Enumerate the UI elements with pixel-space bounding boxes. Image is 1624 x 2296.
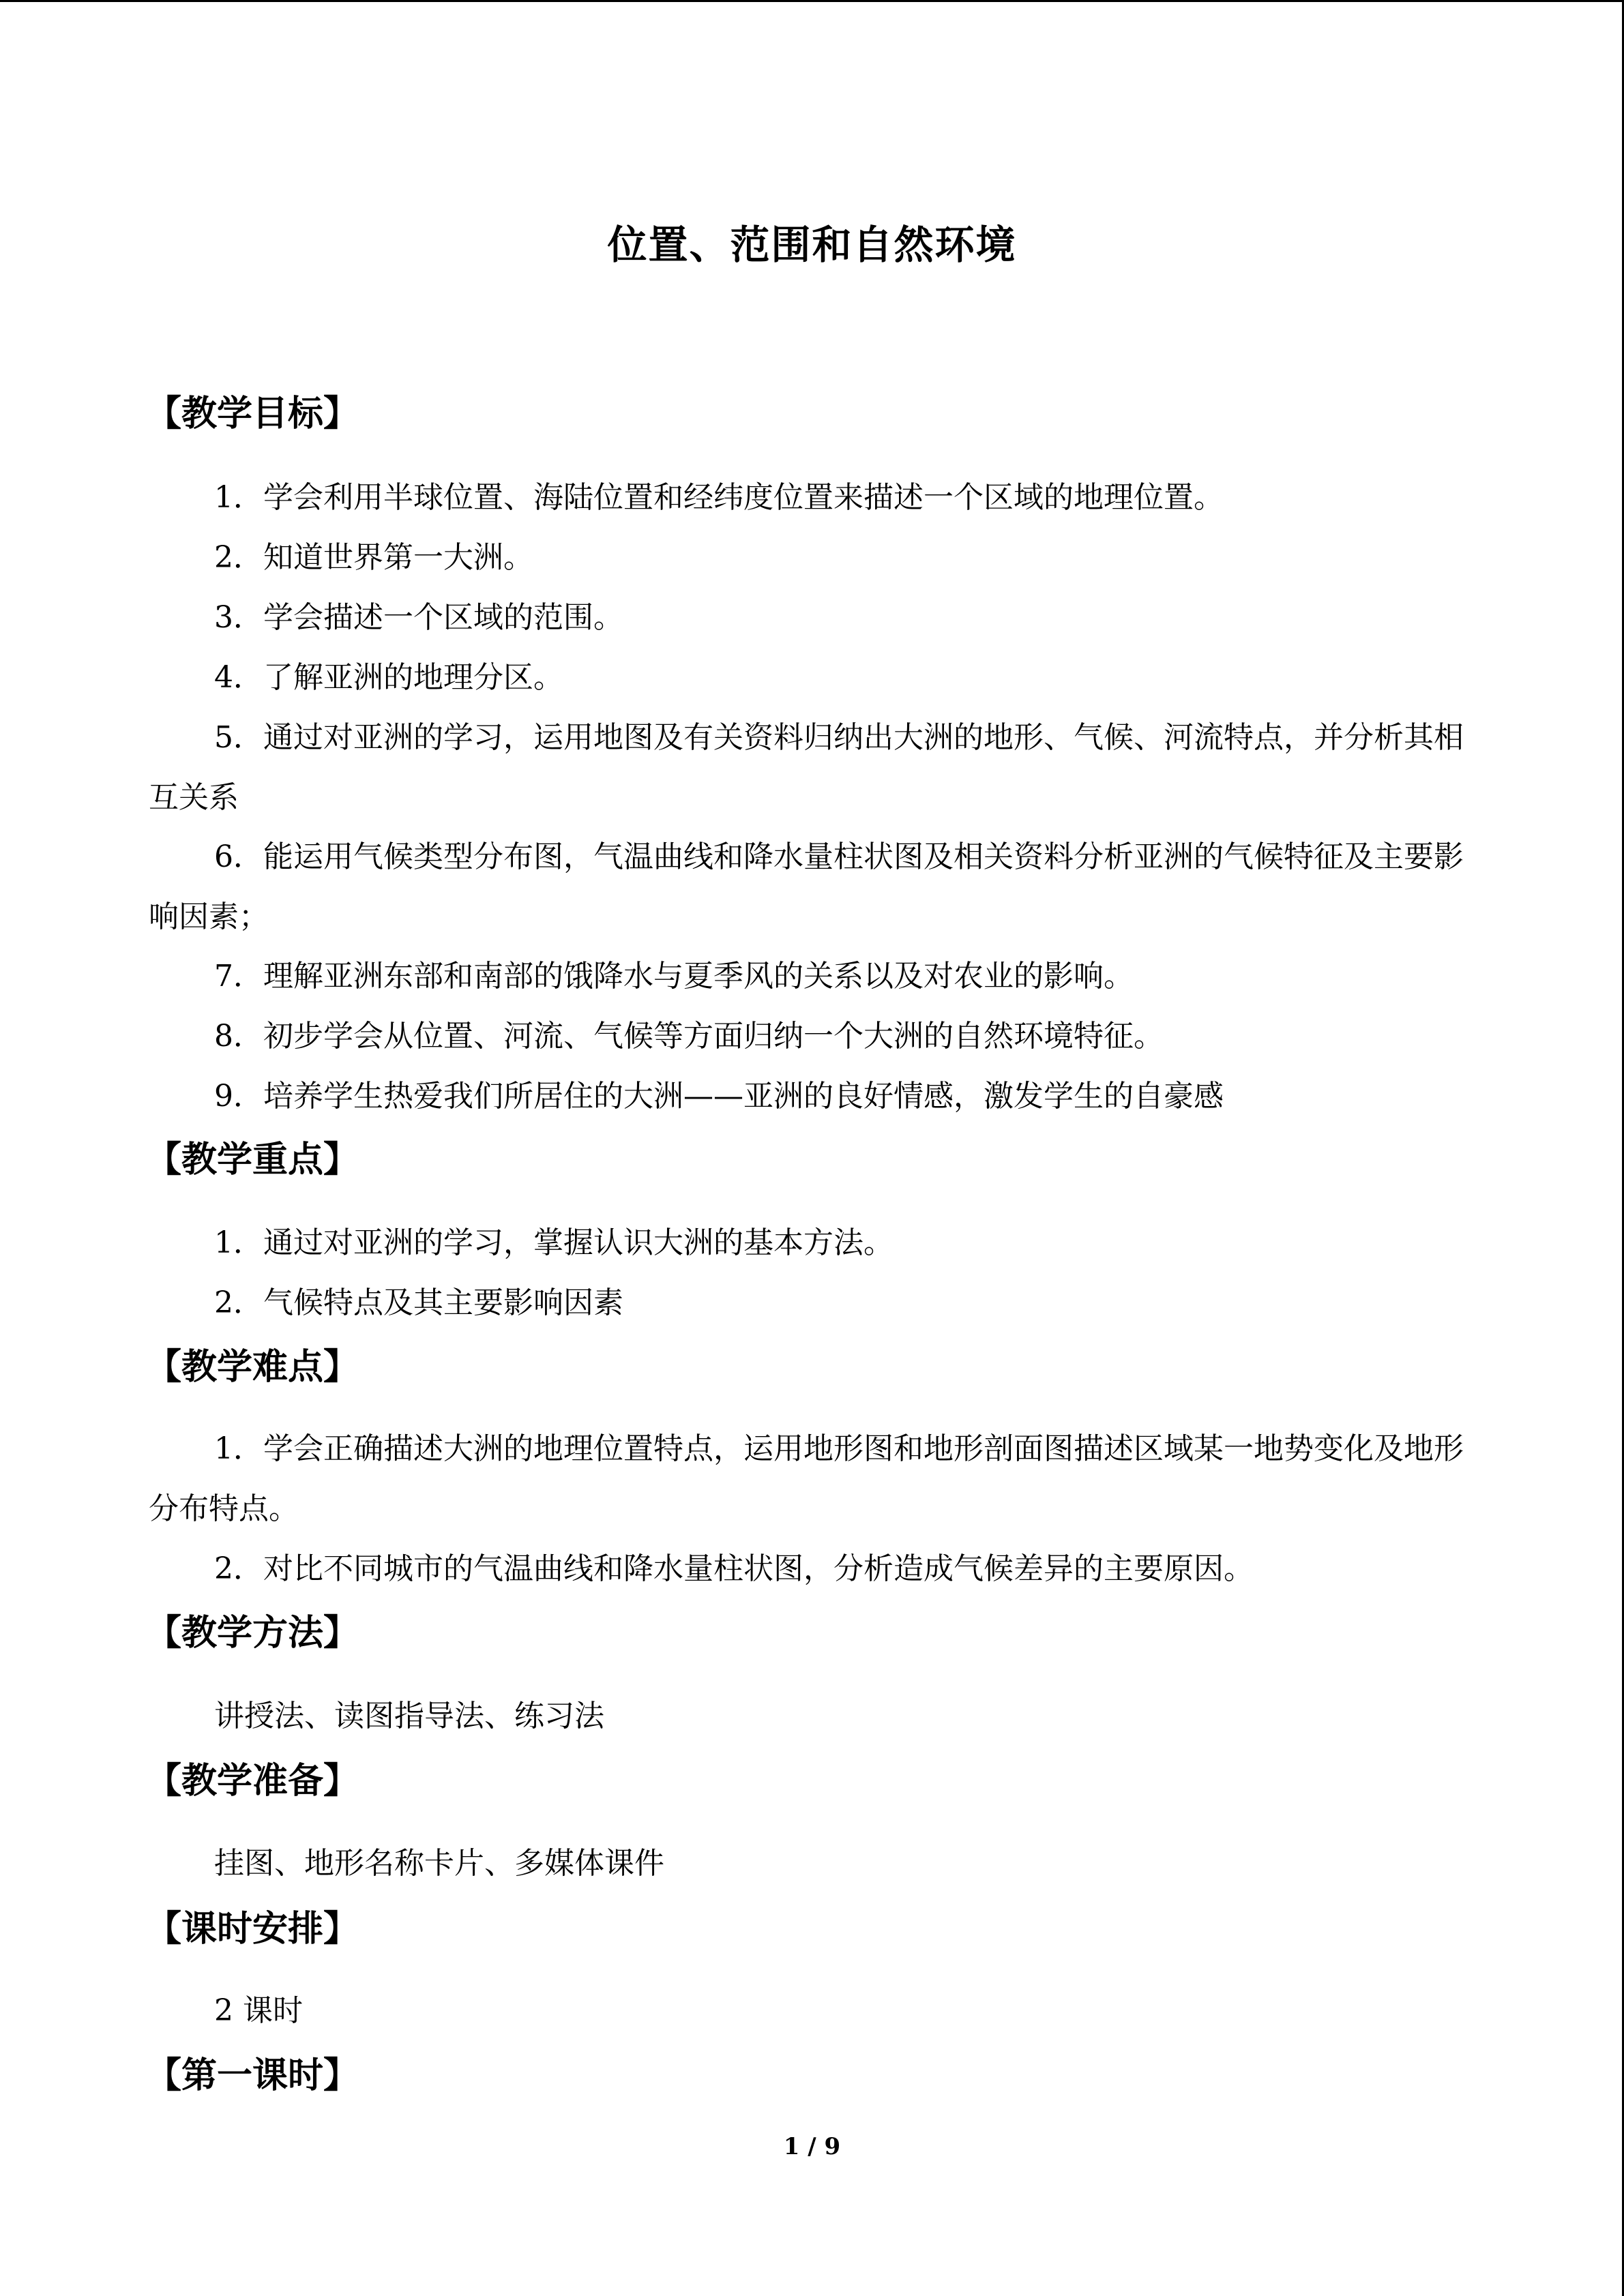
section-heading-preparation: 【教学准备】 xyxy=(146,1760,359,1802)
objective-item-6: 6．能运用气候类型分布图，气温曲线和降水量柱状图及相关资料分析亚洲的气候特征及主要影响因素； xyxy=(149,839,1464,934)
objective-item-2: 2．知道世界第一大洲。 xyxy=(214,540,533,575)
section-heading-difficulties: 【教学难点】 xyxy=(146,1346,359,1388)
difficulty-item-2: 2．对比不同城市的气温曲线和降水量柱状图，分析造成气候差异的主要原因。 xyxy=(214,1551,1254,1586)
document-title: 位置、范围和自然环境 xyxy=(607,222,1017,268)
objective-item-3: 3．学会描述一个区域的范围。 xyxy=(214,600,623,635)
section-heading-key-points: 【教学重点】 xyxy=(146,1139,359,1180)
objective-item-5: 5．通过对亚洲的学习，运用地图及有关资料归纳出大洲的地形、气候、河流特点，并分析其相互关系 xyxy=(149,720,1464,815)
key-point-item-2: 2．气候特点及其主要影响因素 xyxy=(214,1285,623,1320)
difficulty-item-1: 1．学会正确描述大洲的地理位置特点，运用地形图和地形剖面图描述区域某一地势变化及地形分布特点。 xyxy=(149,1431,1464,1526)
objective-item-9: 9．培养学生热爱我们所居住的大洲——亚洲的良好情感，激发学生的自豪感 xyxy=(214,1079,1224,1114)
section-heading-objectives: 【教学目标】 xyxy=(146,393,359,434)
schedule-text: 2 课时 xyxy=(214,1993,303,2028)
methods-text: 讲授法、读图指导法、练习法 xyxy=(214,1699,604,1733)
objective-item-1: 1．学会利用半球位置、海陆位置和经纬度位置来描述一个区域的地理位置。 xyxy=(214,480,1224,515)
objective-item-8: 8．初步学会从位置、河流、气候等方面归纳一个大洲的自然环境特征。 xyxy=(214,1019,1164,1054)
key-point-item-1: 1．通过对亚洲的学习，掌握认识大洲的基本方法。 xyxy=(214,1225,894,1260)
page-number: 1 / 9 xyxy=(783,2133,841,2160)
preparation-text: 挂图、地形名称卡片、多媒体课件 xyxy=(214,1846,664,1881)
section-heading-schedule: 【课时安排】 xyxy=(146,1908,359,1950)
objective-item-4: 4．了解亚洲的地理分区。 xyxy=(214,660,563,695)
section-heading-methods: 【教学方法】 xyxy=(146,1612,359,1654)
section-heading-first-lesson: 【第一课时】 xyxy=(146,2055,359,2096)
objective-item-7: 7．理解亚洲东部和南部的饿降水与夏季风的关系以及对农业的影响。 xyxy=(214,959,1134,994)
